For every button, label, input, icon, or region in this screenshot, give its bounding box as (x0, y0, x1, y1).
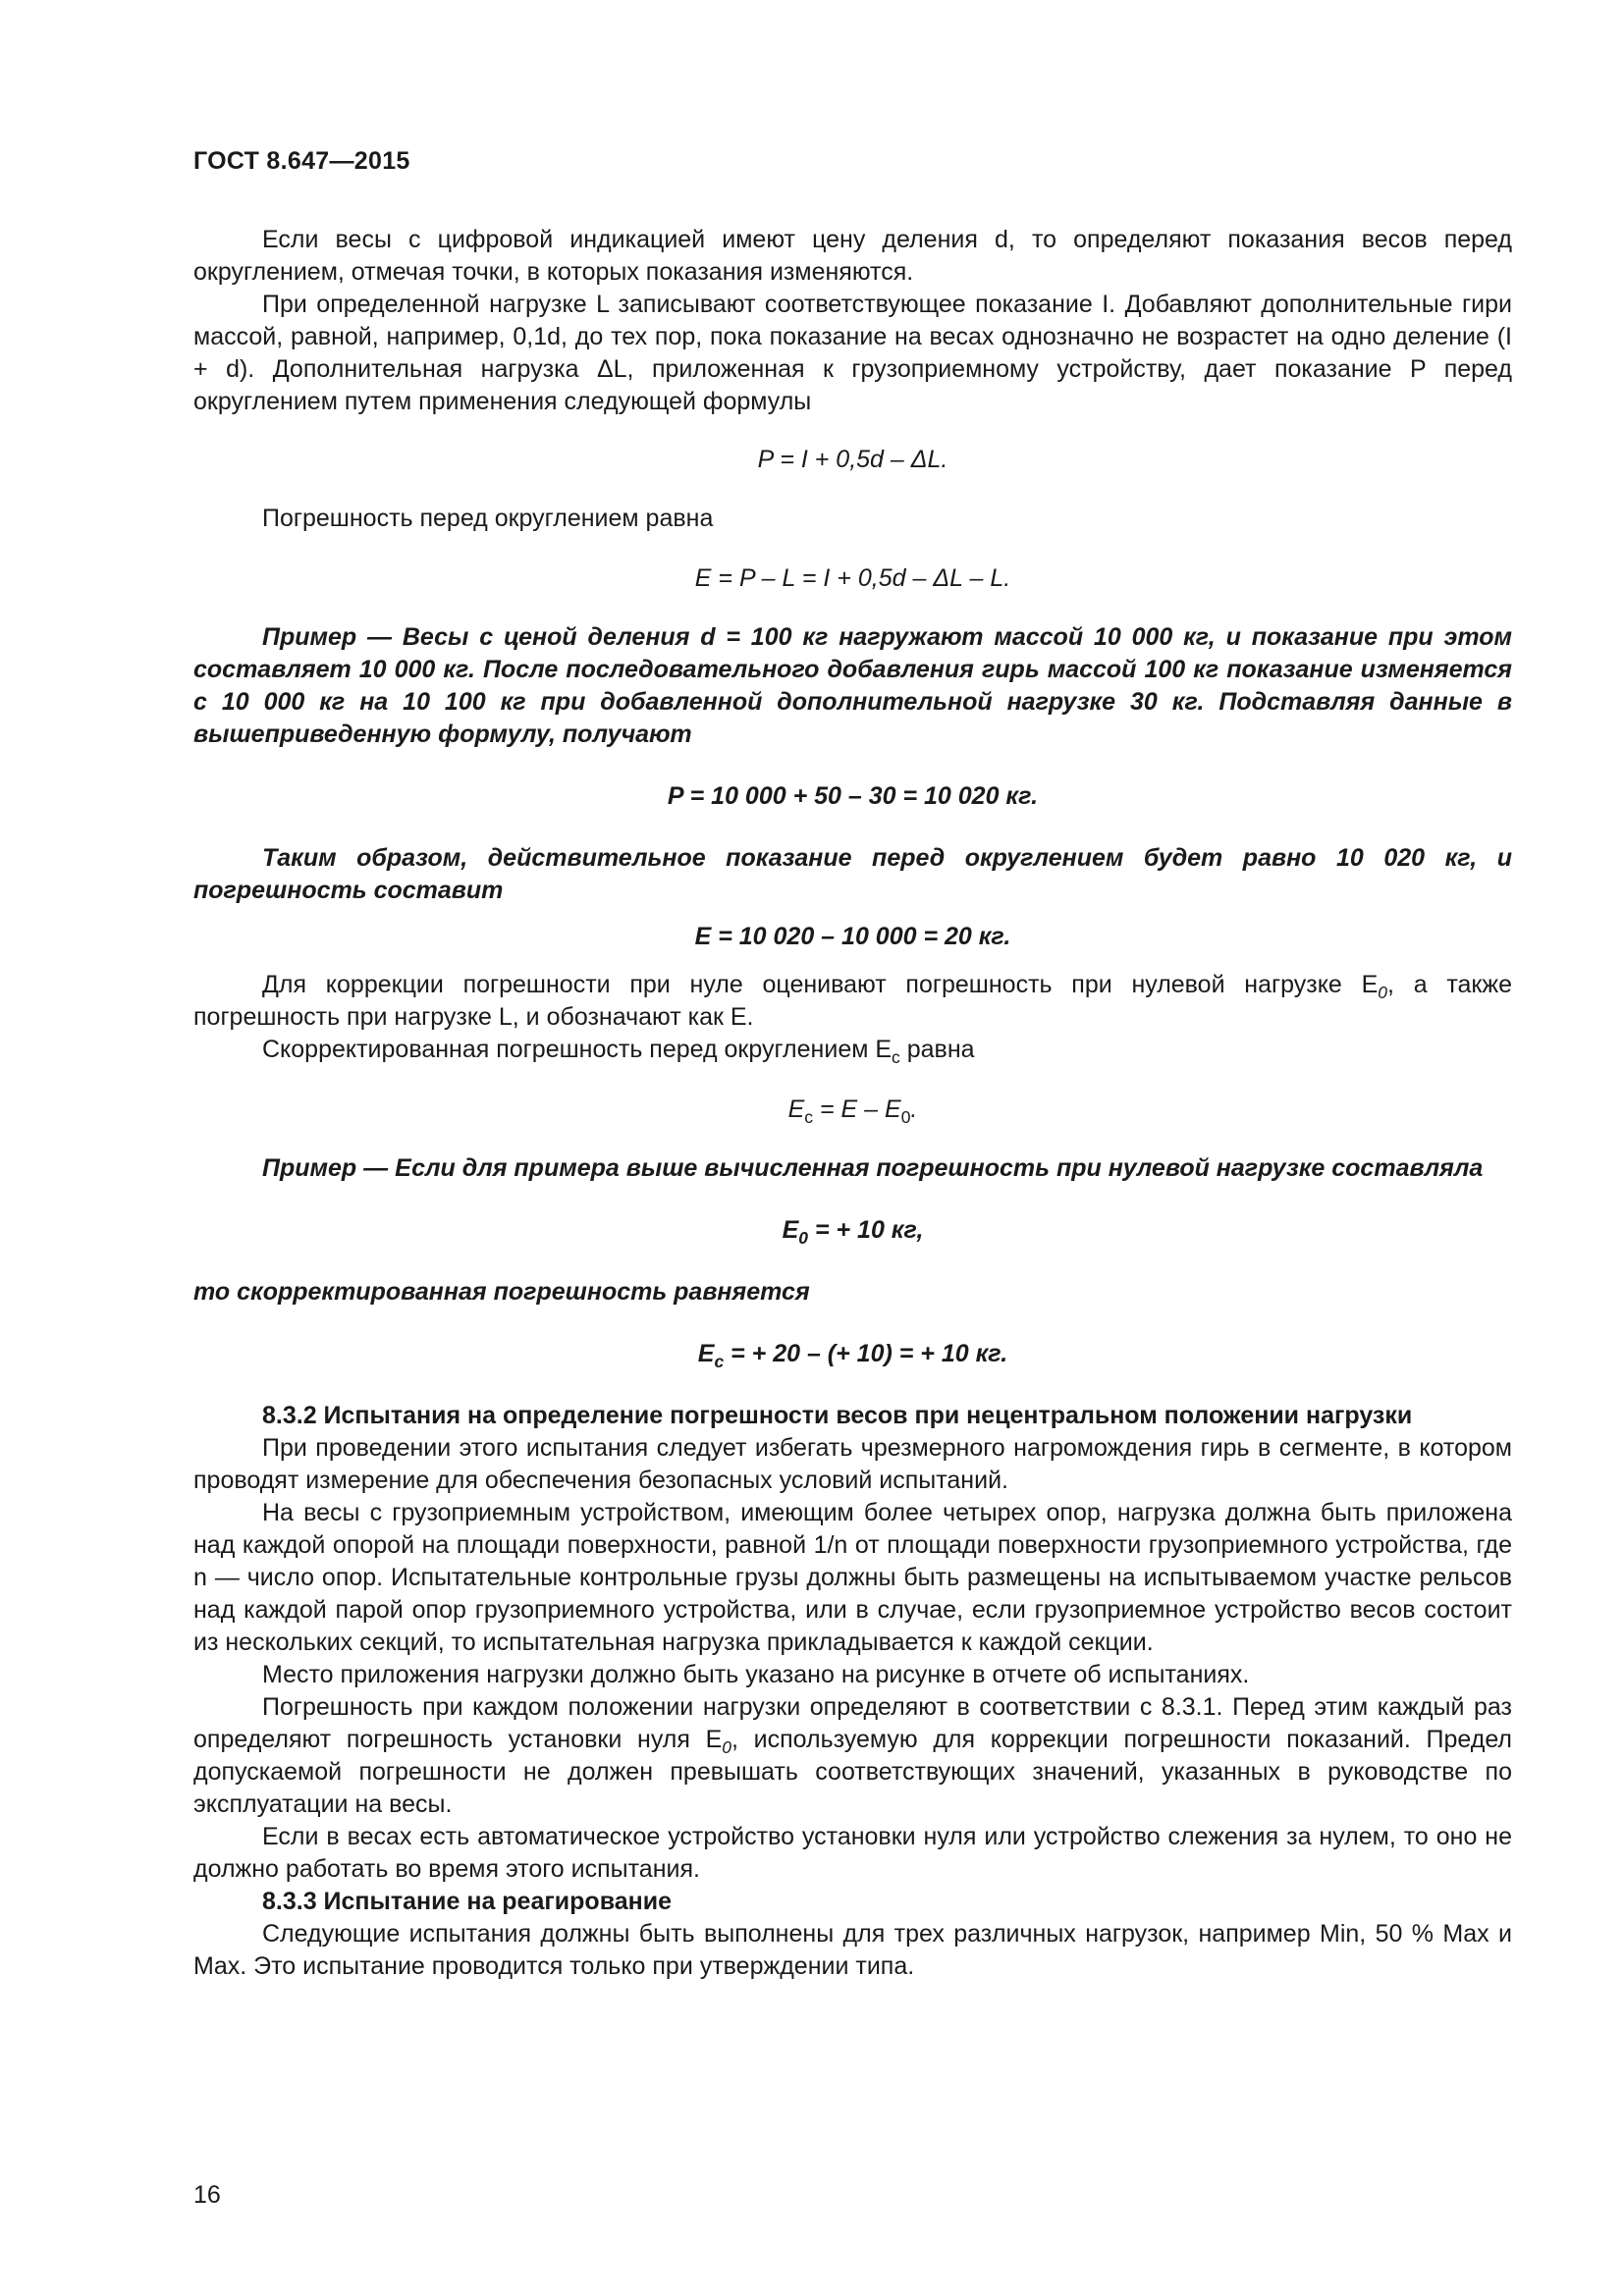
formula: P = I + 0,5d – ΔL. (757, 446, 948, 473)
paragraph: Для коррекции погрешности при нуле оценивают погрешность при нулевой нагрузке $E_0$, а также погрешность при нагрузке L, и обозначают как E. (193, 971, 1512, 1031)
paragraph: Если в весах есть автоматическое устройство установки нуля или устройство слежения за нулем, то оно не должно работать во время этого испытания. (193, 1823, 1512, 1883)
section-heading-8-3-2: 8.3.2 Испытания на определение погрешности весов при нецентральном положении нагрузки (262, 1402, 1413, 1429)
example-formula: P = 10 000 + 50 – 30 = 10 020 кг. (667, 782, 1039, 810)
page-number: 16 (193, 2181, 221, 2209)
example-paragraph: Пример — Если для примера выше вычисленная погрешность при нулевой нагрузке составляла (262, 1154, 1484, 1182)
paragraph: Если весы с цифровой индикацией имеют цену деления d, то определяют показания весов перед округлением, отмечая точки, в которых показания изменяются. (193, 226, 1512, 286)
formula: $E_c = E - E_0$. (787, 1095, 918, 1127)
paragraph: На весы с грузоприемным устройством, имеющим более четырех опор, нагрузка должна быть приложена над каждой опорой на площади поверхности, равной 1/n от площади поверхности грузоприемного устройства, где n — число опор. Испытательные контрольные грузы должны быть размещены на испытываемом участке рельсов над каждой парой опор грузоприемного устройства, или в случае, если грузоприемное устройство весов состоит из нескольких секций, то испытательная нагрузка прикладывается к каждой секции. (193, 1499, 1512, 1656)
example-paragraph: Таким образом, действительное показание перед округлением будет равно 10 020 кг, и погрешность составит (193, 844, 1512, 904)
paragraph: Следующие испытания должны быть выполнены для трех различных нагрузок, например Min, 50 % Max и Max. Это испытание проводится только при утверждении типа. (193, 1920, 1512, 1980)
paragraph: При проведении этого испытания следует избегать чрезмерного нагромождения гирь в сегменте, в котором проводят измерение для обеспечения безопасных условий испытаний. (193, 1434, 1512, 1494)
paragraph: Место приложения нагрузки должно быть указано на рисунке в отчете об испытаниях. (262, 1661, 1250, 1688)
example-paragraph: то скорректированная погрешность равняется (193, 1278, 810, 1306)
paragraph: При определенной нагрузке L записывают соответствующее показание I. Добавляют дополнительные гири массой, равной, например, 0,1d, до тех пор, пока показание на весах однозначно не возрастет на одно деление (I + d). Дополнительная нагрузка ΔL, приложенная к грузоприемному устройству, дает показание P перед округлением путем применения следующей формулы (193, 291, 1512, 415)
document-body (193, 224, 1512, 1983)
document-header: ГОСТ 8.647—2015 (193, 147, 410, 175)
paragraph: Скорректированная погрешность перед округлением $E_c$ равна (262, 1036, 975, 1067)
example-paragraph: Пример — Весы с ценой деления d = 100 кг нагружают массой 10 000 кг, и показание при этом составляет 10 000 кг. После последовательного добавления гирь массой 100 кг показание изменяется с 10 000 кг на 10 100 кг при добавленной дополнительной нагрузке 30 кг. Подставляя данные в вышеприведенную формулу, получают (193, 623, 1512, 748)
paragraph: Погрешность перед округлением равна (262, 505, 714, 532)
example-formula: $E_0$ = + 10 кг, (782, 1216, 924, 1248)
section-heading-8-3-3: 8.3.3 Испытание на реагирование (262, 1888, 673, 1915)
formula: E = P – L = I + 0,5d – ΔL – L. (694, 564, 1011, 592)
paragraph: Погрешность при каждом положении нагрузки определяют в соответствии с 8.3.1. Перед этим каждый раз определяют погрешность установки нуля $E_0$, используемую для коррекции погрешности показаний. Предел допускаемой погрешности не должен превышать соответствующих значений, указанных в руководстве по эксплуатации на весы. (193, 1693, 1512, 1818)
example-formula: E = 10 020 – 10 000 = 20 кг. (694, 923, 1011, 950)
example-formula: $E_c$ = + 20 – (+ 10) = + 10 кг. (697, 1340, 1008, 1371)
